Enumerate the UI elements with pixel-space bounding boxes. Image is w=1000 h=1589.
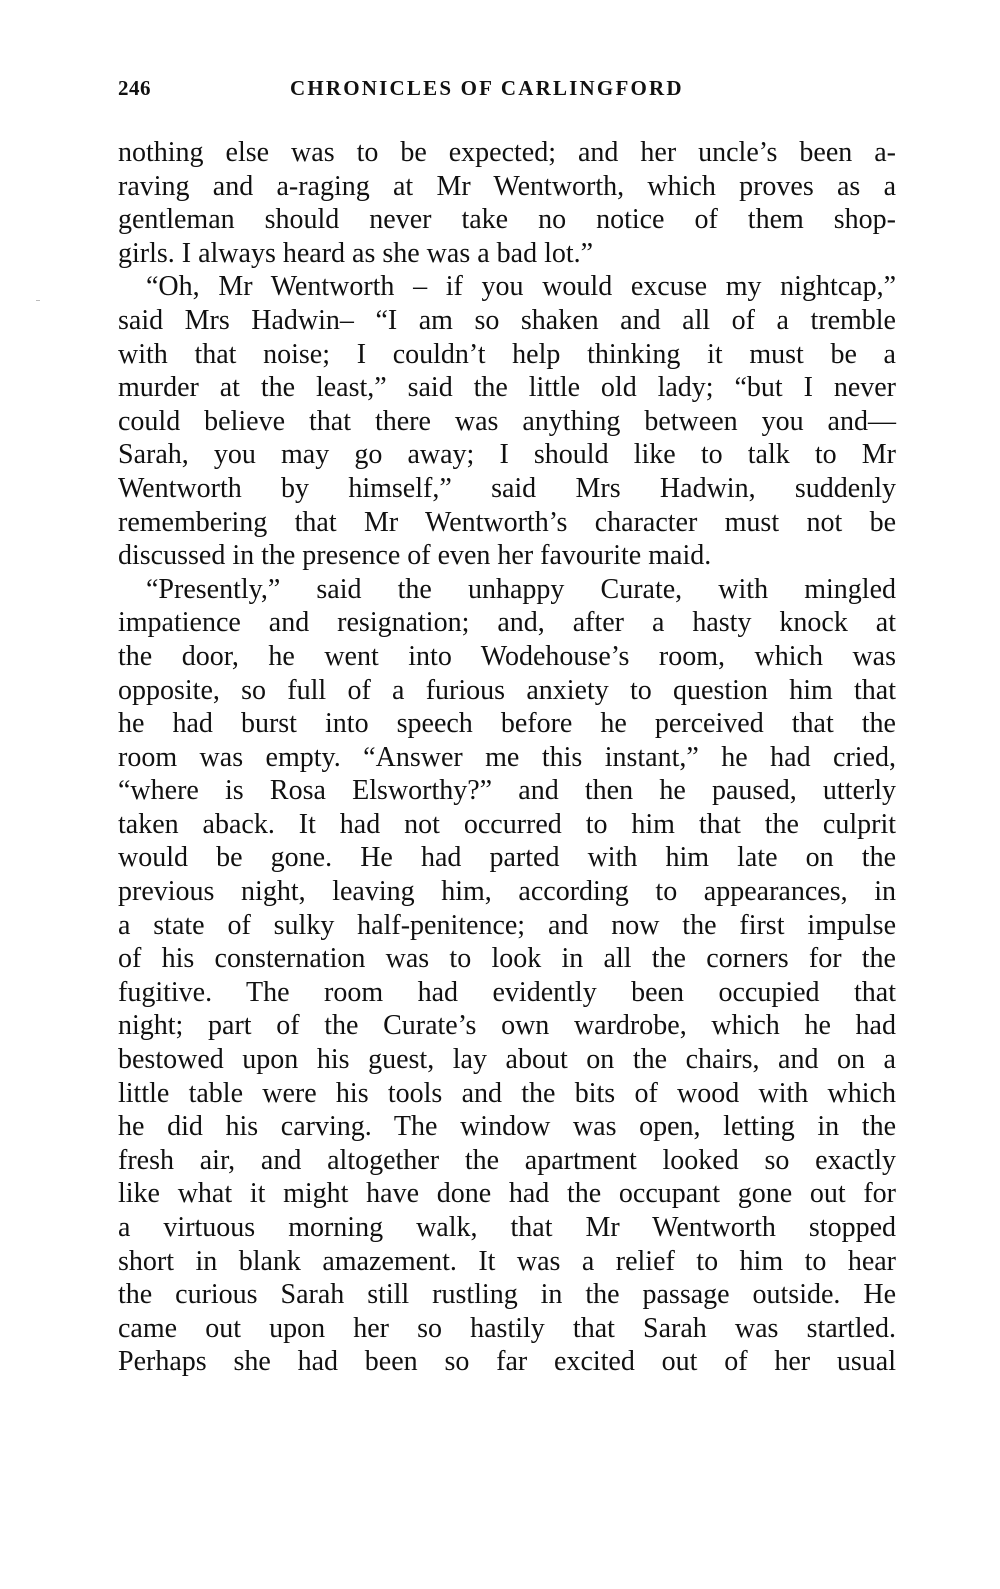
text-line: said Mrs Hadwin– “I am so shaken and all of a tremble xyxy=(118,304,896,336)
text-line: a state of sulky half-penitence; and now the first impulse xyxy=(118,909,896,941)
text-line: gentleman should never take no notice of them shop- xyxy=(118,204,896,236)
running-title: CHRONICLES OF CARLINGFORD xyxy=(290,76,684,100)
text-line: raving and a-raging at Mr Wentworth, which proves as a xyxy=(118,170,896,202)
text-line: bestowed upon his guest, lay about on the chairs, and on a xyxy=(118,1044,896,1076)
text-line: like what it might have done had the occupant gone out for xyxy=(118,1178,896,1210)
text-line: “Oh, Mr Wentworth – if you would excuse my nightcap,” xyxy=(146,271,896,303)
body-text xyxy=(118,136,896,1379)
text-line: opposite, so full of a furious anxiety to question him that xyxy=(118,674,896,706)
text-line: little table were his tools and the bits of wood with which xyxy=(118,1077,896,1109)
text-line: fresh air, and altogether the apartment looked so exactly xyxy=(118,1144,896,1176)
text-line: short in blank amazement. It was a relief to him to hear xyxy=(118,1245,896,1277)
text-line: the door, he went into Wodehouse’s room, which was xyxy=(118,640,896,672)
text-line: night; part of the Curate’s own wardrobe, which he had xyxy=(118,1010,896,1042)
text-line: impatience and resignation; and, after a hasty knock at xyxy=(118,607,896,639)
text-line: “where is Rosa Elsworthy?” and then he paused, utterly xyxy=(118,775,896,807)
text-line: with that noise; I couldn’t help thinking it must be a xyxy=(118,338,896,370)
text-line: previous night, leaving him, according to appearances, in xyxy=(118,876,896,908)
text-line: murder at the least,” said the little old lady; “but I never xyxy=(118,372,896,404)
text-line: fugitive. The room had evidently been occupied that xyxy=(118,976,896,1008)
page-number: 246 xyxy=(118,76,151,100)
text-line: Wentworth by himself,” said Mrs Hadwin, suddenly xyxy=(118,472,896,504)
text-line: could believe that there was anything between you and— xyxy=(118,405,896,437)
text-line: room was empty. “Answer me this instant,” he had cried, xyxy=(118,741,896,773)
text-line: came out upon her so hastily that Sarah was startled. xyxy=(118,1312,896,1344)
text-line: girls. I always heard as she was a bad lot.” xyxy=(118,237,594,269)
text-line: remembering that Mr Wentworth’s character must not be xyxy=(118,506,896,538)
text-line: Sarah, you may go away; I should like to talk to Mr xyxy=(118,439,896,471)
text-line: would be gone. He had parted with him late on the xyxy=(118,842,896,874)
running-head xyxy=(118,76,896,112)
text-line: Perhaps she had been so far excited out of her usual xyxy=(118,1346,896,1378)
text-line: he did his carving. The window was open, letting in the xyxy=(118,1111,896,1143)
margin-speck xyxy=(36,300,40,301)
text-line: he had burst into speech before he perceived that the xyxy=(118,708,896,740)
text-line: “Presently,” said the unhappy Curate, with mingled xyxy=(146,573,896,605)
text-line: nothing else was to be expected; and her uncle’s been a- xyxy=(118,137,896,168)
text-line: taken aback. It had not occurred to him that the culprit xyxy=(118,808,896,840)
text-line: a virtuous morning walk, that Mr Wentworth stopped xyxy=(118,1212,896,1243)
text-line: the curious Sarah still rustling in the passage outside. He xyxy=(118,1279,896,1311)
text-line: of his consternation was to look in all the corners for the xyxy=(118,943,896,975)
text-line: discussed in the presence of even her favourite maid. xyxy=(118,540,712,572)
